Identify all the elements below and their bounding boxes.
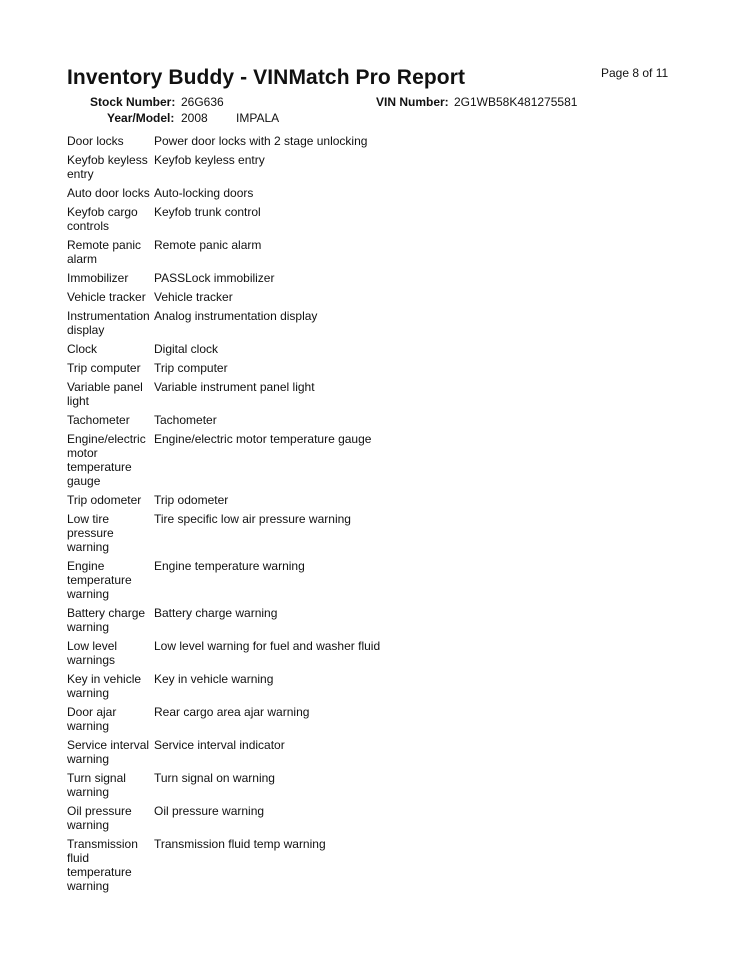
feature-name: Door locks	[67, 134, 124, 148]
feature-row	[67, 309, 467, 337]
feature-description: Keyfob keyless entry	[154, 153, 265, 167]
feature-name: Immobilizer	[67, 271, 129, 285]
year-value: 2008	[181, 111, 208, 125]
model-value: IMPALA	[236, 111, 280, 125]
feature-name: Transmission fluid temperature warning	[67, 837, 138, 893]
feature-row	[67, 290, 467, 304]
year-model-label: Year/Model:	[107, 111, 175, 125]
feature-description: Vehicle tracker	[154, 290, 233, 304]
feature-name: Low tire pressure warning	[67, 512, 114, 554]
vin-number-row	[376, 95, 578, 109]
feature-row	[67, 771, 467, 799]
stock-number-label: Stock Number:	[90, 95, 176, 109]
feature-description: Trip computer	[154, 361, 228, 375]
feature-name: Keyfob cargo controls	[67, 205, 138, 233]
feature-name: Battery charge warning	[67, 606, 146, 634]
feature-row	[67, 672, 467, 700]
feature-name: Keyfob keyless entry	[67, 153, 148, 181]
report-title: Inventory Buddy - VINMatch Pro Report	[67, 66, 466, 89]
feature-description: PASSLock immobilizer	[154, 271, 275, 285]
feature-name: Vehicle tracker	[67, 290, 146, 304]
feature-row	[67, 380, 467, 408]
feature-row	[67, 186, 467, 200]
feature-name: Trip odometer	[67, 493, 142, 507]
feature-row	[67, 205, 467, 233]
feature-description: Tire specific low air pressure warning	[154, 512, 351, 526]
feature-row	[67, 738, 467, 766]
feature-description: Engine/electric motor temperature gauge	[154, 432, 372, 446]
feature-row	[67, 153, 467, 181]
feature-row	[67, 271, 467, 285]
feature-row	[67, 432, 467, 488]
year-model-row	[107, 111, 280, 125]
feature-description: Key in vehicle warning	[154, 672, 274, 686]
feature-description: Remote panic alarm	[154, 238, 262, 252]
feature-name: Turn signal warning	[67, 771, 126, 799]
feature-row	[67, 804, 467, 832]
feature-row	[67, 705, 467, 733]
feature-name: Engine temperature warning	[67, 559, 132, 601]
feature-row	[67, 493, 467, 507]
feature-name: Instrumentation display	[67, 309, 150, 337]
feature-row	[67, 342, 467, 356]
feature-name: Low level warnings	[67, 639, 118, 667]
feature-description: Analog instrumentation display	[154, 309, 318, 323]
feature-row	[67, 559, 467, 601]
feature-name: Trip computer	[67, 361, 141, 375]
feature-name: Door ajar warning	[67, 705, 117, 733]
vin-number-label: VIN Number:	[376, 95, 449, 109]
feature-description: Power door locks with 2 stage unlocking	[154, 134, 368, 148]
feature-row	[67, 837, 467, 893]
feature-description: Transmission fluid temp warning	[154, 837, 326, 851]
feature-row	[67, 639, 467, 667]
feature-description: Low level warning for fuel and washer fluid	[154, 639, 381, 653]
feature-name: Oil pressure warning	[67, 804, 132, 832]
feature-description: Trip odometer	[154, 493, 229, 507]
feature-name: Tachometer	[67, 413, 130, 427]
feature-row	[67, 413, 467, 427]
feature-name: Clock	[67, 342, 98, 356]
feature-row	[67, 512, 467, 554]
vin-number-value: 2G1WB58K481275581	[454, 95, 578, 109]
feature-description: Tachometer	[154, 413, 217, 427]
feature-row	[67, 134, 467, 148]
feature-description: Service interval indicator	[154, 738, 285, 752]
feature-description: Digital clock	[154, 342, 219, 356]
feature-description: Oil pressure warning	[154, 804, 265, 818]
feature-description: Keyfob trunk control	[154, 205, 261, 219]
feature-description: Rear cargo area ajar warning	[154, 705, 310, 719]
feature-row	[67, 238, 467, 266]
feature-name: Service interval warning	[67, 738, 150, 766]
feature-list	[67, 134, 467, 898]
stock-number-value: 26G636	[181, 95, 224, 109]
feature-description: Turn signal on warning	[154, 771, 275, 785]
feature-description: Battery charge warning	[154, 606, 278, 620]
feature-name: Remote panic alarm	[67, 238, 142, 266]
feature-name: Engine/electric motor temperature gauge	[67, 432, 146, 488]
feature-row	[67, 361, 467, 375]
feature-name: Key in vehicle warning	[67, 672, 142, 700]
feature-name: Auto door locks	[67, 186, 150, 200]
feature-row	[67, 606, 467, 634]
feature-description: Auto-locking doors	[154, 186, 254, 200]
feature-description: Engine temperature warning	[154, 559, 305, 573]
stock-number-row	[90, 95, 224, 109]
feature-description: Variable instrument panel light	[154, 380, 315, 394]
page-number: Page 8 of 11	[601, 66, 669, 80]
feature-name: Variable panel light	[67, 380, 143, 408]
